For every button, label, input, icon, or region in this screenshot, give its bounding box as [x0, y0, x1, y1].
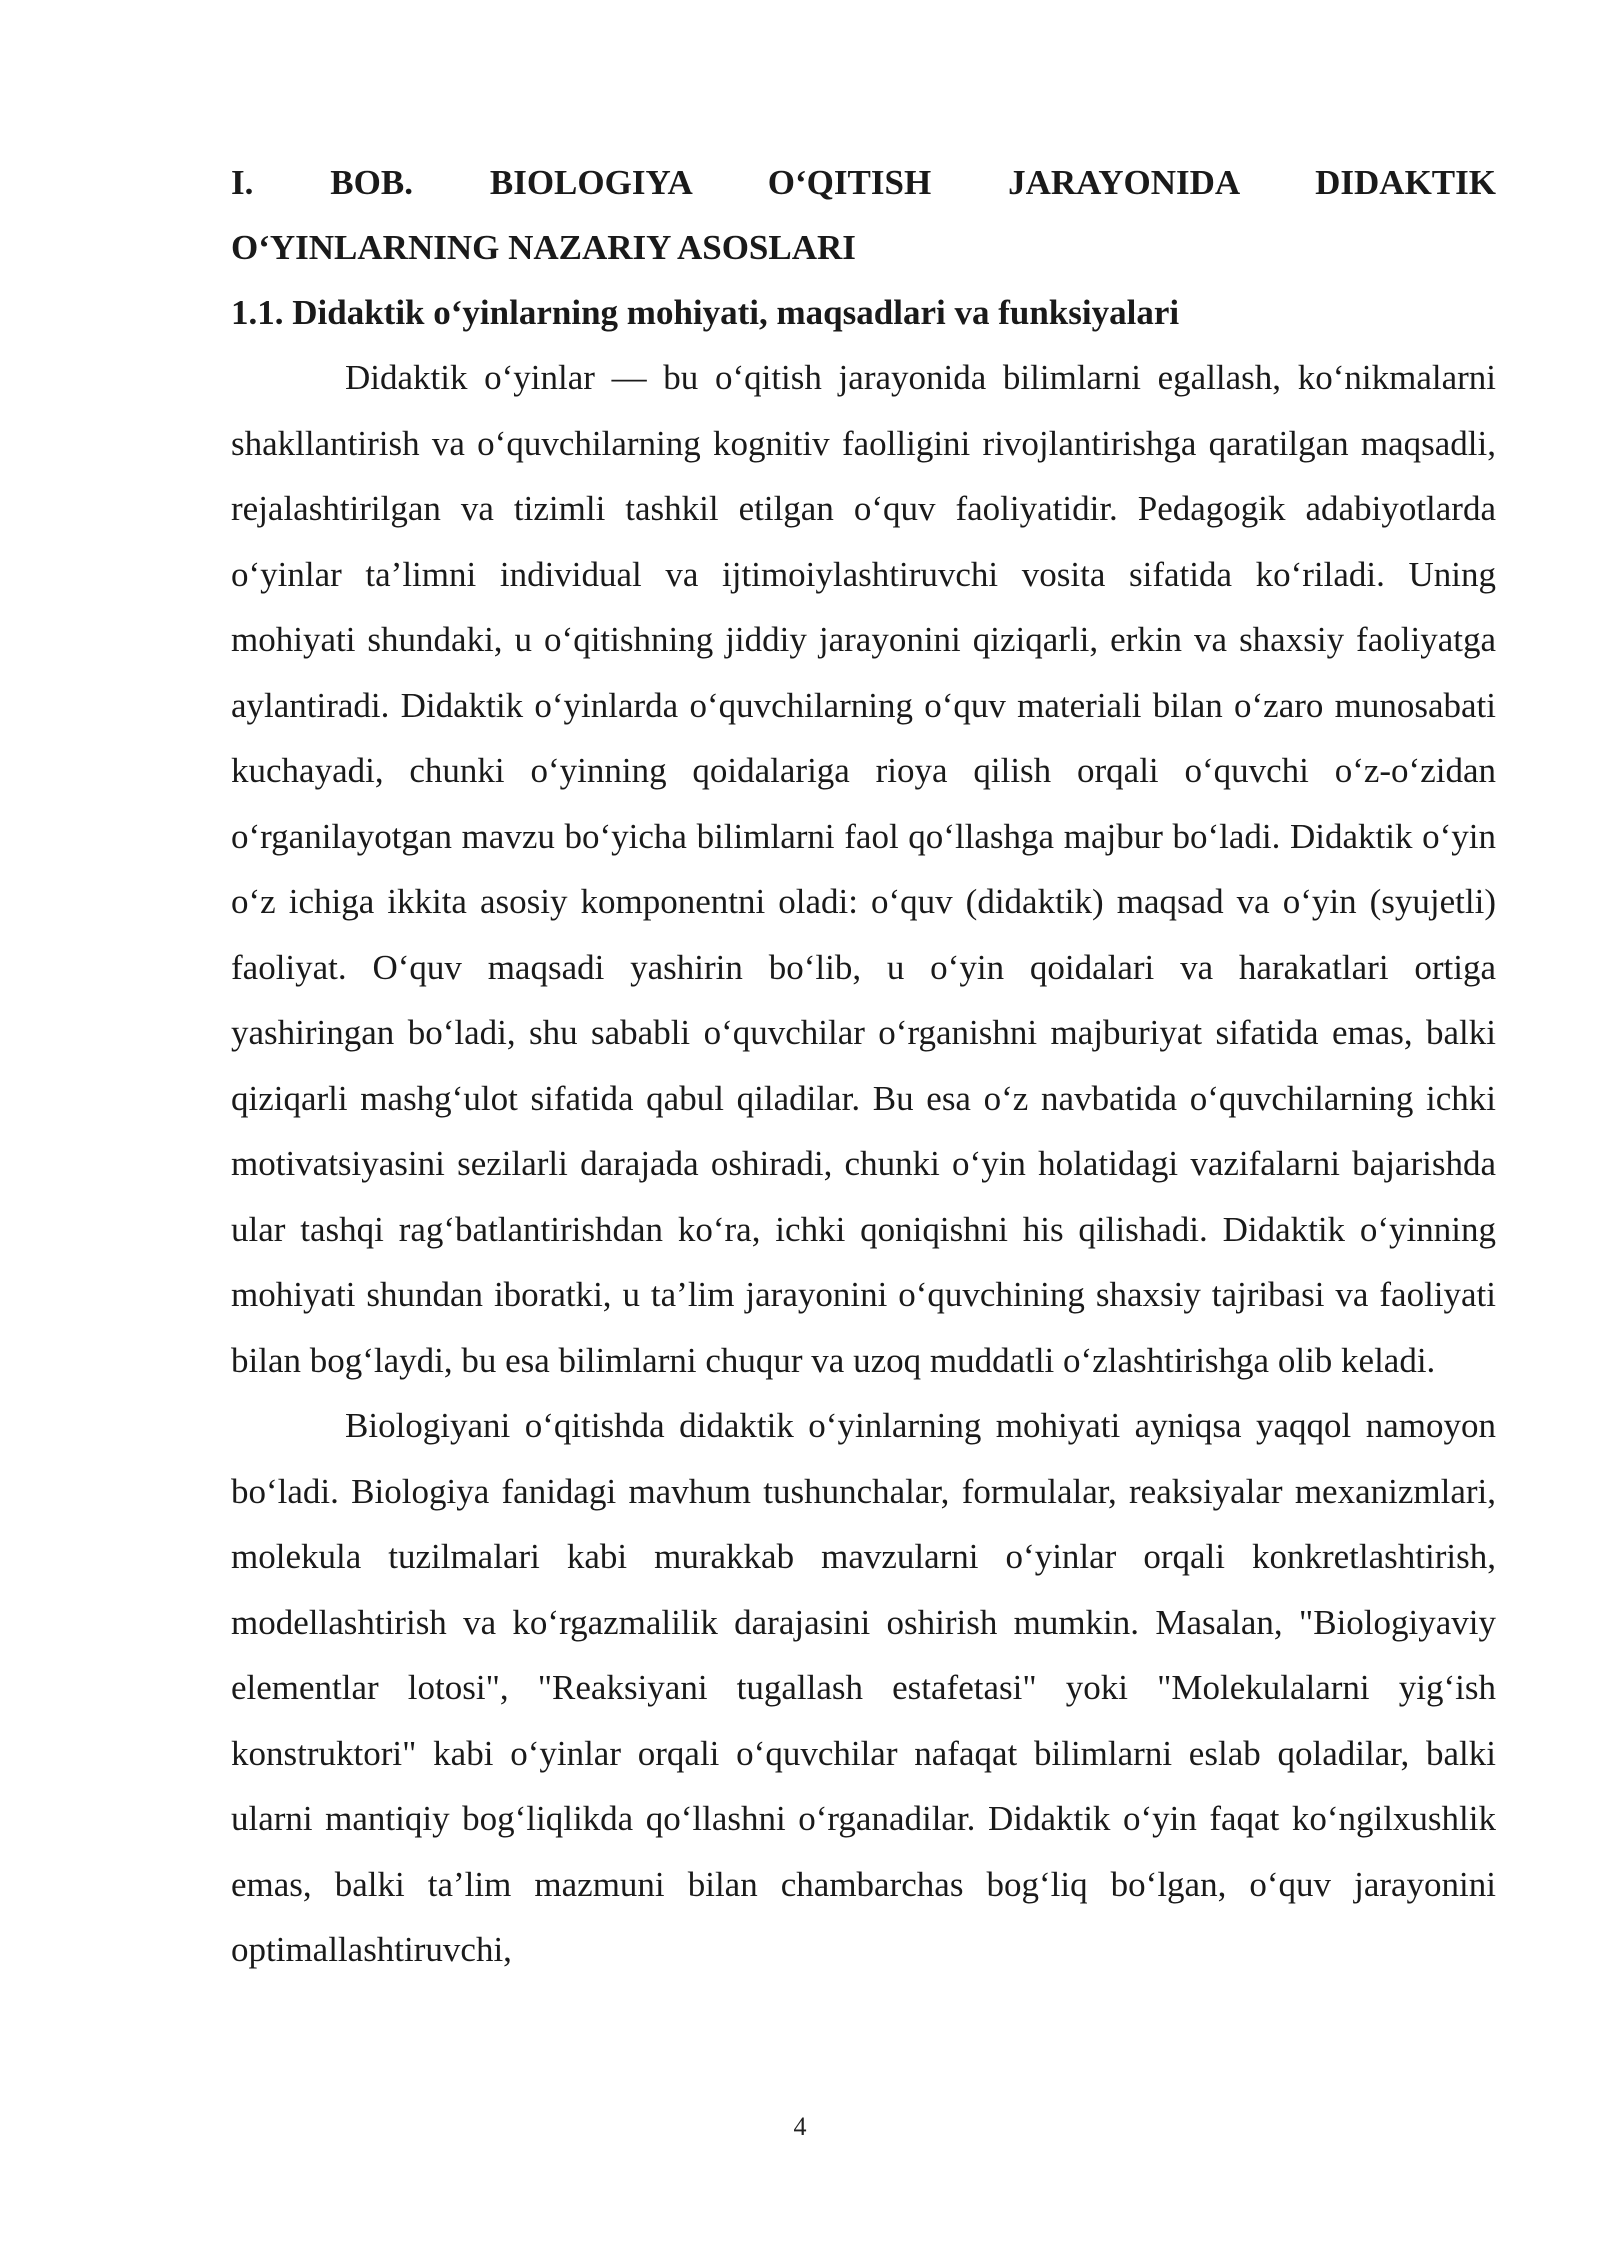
chapter-title-line-2: O‘YINLARNING NAZARIY ASOSLARI	[231, 228, 856, 267]
section-title: 1.1. Didaktik o‘yinlarning mohiyati, maqsadlari va funksiyalari	[231, 293, 1180, 332]
body-paragraph: Didaktik o‘yinlar — bu o‘qitish jarayonida bilimlarni egallash, ko‘nikmalarni shakllantirish va o‘quvchilarning kognitiv faolligini rivojlantirishga qaratilgan maqsadli, rejalashtirilgan va tizimli tashkil etilgan o‘quv faoliyatidir. Pedagogik adabiyotlarda o‘yinlar ta’limni individual va ijtimoiylashtiruvchi vosita sifatida ko‘riladi. Uning mohiyati shundaki, u o‘qitishning jiddiy jarayonini qiziqarli, erkin va shaxsiy faoliyatga aylantiradi. Didaktik o‘yinlarda o‘quvchilarning o‘quv materiali bilan o‘zaro munosabati kuchayadi, chunki o‘yinning qoidalariga rioya qilish orqali o‘quvchi o‘z-o‘zidan o‘rganilayotgan mavzu bo‘yicha bilimlarni faol qo‘llashga majbur bo‘ladi. Didaktik o‘yin o‘z ichiga ikkita asosiy komponentni oladi: o‘quv (didaktik) maqsad va o‘yin (syujetli) faoliyat. O‘quv maqsadi yashirin bo‘lib, u o‘yin qoidalari va harakatlari ortiga yashiringan bo‘ladi, shu sababli o‘quvchilar o‘rganishni majburiyat sifatida emas, balki qiziqarli mashg‘ulot sifatida qabul qiladilar. Bu esa o‘z navbatida o‘quvchilarning ichki motivatsiyasini sezilarli darajada oshiradi, chunki o‘yin holatidagi vazifalarni bajarishda ular tashqi rag‘batlantirishdan ko‘ra, ichki qoniqishni his qilishadi. Didaktik o‘yinning mohiyati shundan iboratki, u ta’lim jarayonini o‘quvchining shaxsiy tajribasi va faoliyati bilan bog‘laydi, bu esa bilimlarni chuqur va uzoq muddatli o‘zlashtirishga olib keladi.	[231, 358, 1496, 1380]
page-number: 4	[793, 2112, 807, 2141]
body-paragraph: Biologiyani o‘qitishda didaktik o‘yinlarning mohiyati ayniqsa yaqqol namoyon bo‘ladi. Biologiya fanidagi mavhum tushunchalar, formulalar, reaksiyalar mexanizmlari, molekula tuzilmalari kabi murakkab mavzularni o‘yinlar orqali konkretlashtirish, modellashtirish va ko‘rgazmalilik darajasini oshirish mumkin. Masalan, "Biologiyaviy elementlar lotosi", "Reaksiyani tugallash estafetasi" yoki "Molekulalarni yig‘ish konstruktori" kabi o‘yinlar orqali o‘quvchilar nafaqat bilimlarni eslab qoladilar, balki ularni mantiqiy bog‘liqlikda qo‘llashni o‘rganadilar. Didaktik o‘yin faqat ko‘ngilxushlik emas, balki ta’lim mazmuni bilan chambarchas bog‘liq bo‘lgan, o‘quv jarayonini optimallashtiruvchi,	[231, 1406, 1496, 1969]
document-page	[231, 150, 1496, 1983]
chapter-title	[231, 150, 1496, 280]
chapter-title-line-1: I. BOB. BIOLOGIYA O‘QITISH JARAYONIDA DIDAKTIK	[231, 163, 1496, 202]
